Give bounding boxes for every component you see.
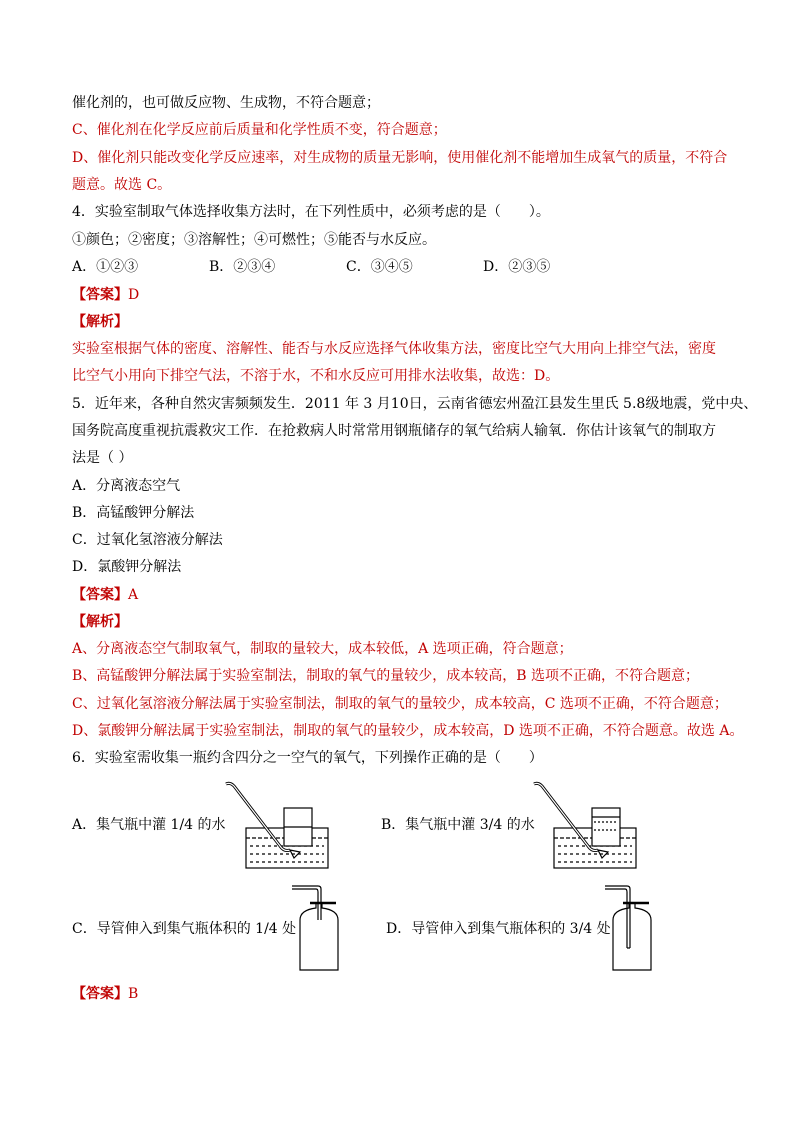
answer-label: 【答案】 <box>72 986 128 1002</box>
analysis-4-label: 【解析】 <box>72 314 128 330</box>
question-4-stem: 4．实验室制取气体选择收集方法时，在下列性质中，必须考虑的是（ ）。 <box>72 204 550 220</box>
question-5-stem: 国务院高度重视抗震救灾工作．在抢救病人时常常用钢瓶储存的氧气给病人输氧．你估计该氧气的制取方 <box>72 423 716 439</box>
analysis-4-line: 实验室根据气体的密度、溶解性、能否与水反应选择气体收集方法，密度比空气大用向上排空气法，密度 <box>72 341 716 357</box>
text-line: C、催化剂在化学反应前后质量和化学性质不变，符合题意； <box>72 122 447 138</box>
option-b: B．集气瓶中灌 3/4 的水 <box>381 817 535 833</box>
analysis-5-label: 【解析】 <box>72 614 128 630</box>
option-b: B．高锰酸钾分解法 <box>72 505 195 521</box>
text-line: 题意。故选 C。 <box>72 177 172 193</box>
answer-value: B <box>128 986 139 1002</box>
option-d: D．导管伸入到集气瓶体积的 3/4 处 <box>386 921 611 937</box>
option-a: A．①②③ <box>72 259 139 275</box>
option-b: B．②③④ <box>209 259 276 275</box>
option-c: C．③④⑤ <box>346 259 413 275</box>
figure-c-gas-bottle <box>288 884 348 974</box>
figure-b-water-displacement <box>528 780 643 875</box>
option-d: D．②③⑤ <box>483 259 551 275</box>
question-6-stem: 6．实验室需收集一瓶约含四分之一空气的氧气，下列操作正确的是（ ） <box>72 750 543 766</box>
option-c: C．导管伸入到集气瓶体积的 1/4 处 <box>72 921 297 937</box>
analysis-5-line: A、分离液态空气制取氧气，制取的量较大，成本较低，A 选项正确，符合题意； <box>72 641 573 657</box>
answer-value: D <box>128 287 140 303</box>
answer-6 <box>72 984 138 1004</box>
question-5-stem: 法是（ ） <box>72 450 133 466</box>
analysis-5-line: D、氯酸钾分解法属于实验室制法，制取的氧气的量较少，成本较高，D 选项不正确，不符合题意。故选 A。 <box>72 723 744 739</box>
analysis-4-line: 比空气小用向下排空气法，不溶于水，不和水反应可用排水法收集，故选：D。 <box>72 368 560 384</box>
option-a: A．分离液态空气 <box>72 478 181 494</box>
analysis-5-line: B、高锰酸钾分解法属于实验室制法，制取的氧气的量较少，成本较高，B 选项不正确，不符合题意； <box>72 668 700 684</box>
answer-value: A <box>128 587 139 603</box>
answer-4 <box>72 285 139 305</box>
answer-5 <box>72 585 138 605</box>
option-d: D．氯酸钾分解法 <box>72 559 182 575</box>
question-5-stem: 5．近年来，各种自然灾害频频发生．2011 年 3 月10日，云南省德宏州盈江县发生里氏 5.8级地震，党中央、 <box>72 396 758 412</box>
option-c: C．过氧化氢溶液分解法 <box>72 532 223 548</box>
text-line: D、催化剂只能改变化学反应速率，对生成物的质量无影响，使用催化剂不能增加生成氧气的质量，不符合 <box>72 150 728 166</box>
question-4-properties: ①颜色；②密度；③溶解性；④可燃性；⑤能否与水反应。 <box>72 232 436 248</box>
figure-d-gas-bottle <box>605 884 665 974</box>
figure-a-water-displacement <box>220 780 335 875</box>
analysis-5-line: C、过氧化氢溶液分解法属于实验室制法，制取的氧气的量较少，成本较高，C 选项不正确，不符合题意； <box>72 696 728 712</box>
answer-label: 【答案】 <box>72 287 128 303</box>
answer-label: 【答案】 <box>72 587 128 603</box>
option-a: A．集气瓶中灌 1/4 的水 <box>72 817 226 833</box>
text-line: 催化剂的，也可做反应物、生成物，不符合题意； <box>72 95 380 111</box>
